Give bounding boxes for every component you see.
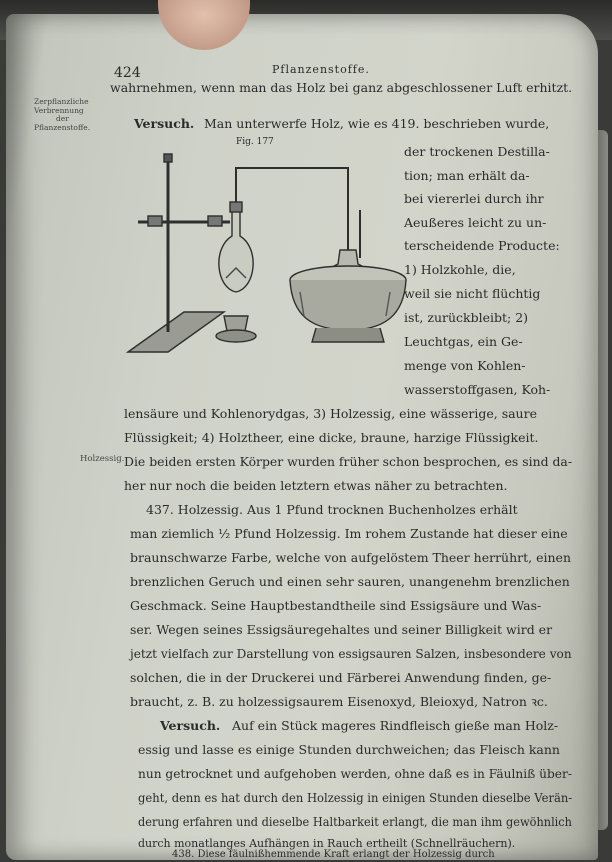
text-line: braunschwarze Farbe, welche von aufgelöstem Theer herrührt, einen <box>130 550 571 565</box>
text-line: ist, zurückbleibt; 2) <box>404 310 529 325</box>
text-line: solchen, die in der Druckerei und Färberei Anwendung finden, ge- <box>130 670 552 685</box>
margin-note-line: Verbrennung <box>34 105 84 115</box>
text-line: Man unterwerfe Holz, wie es 419. beschrieben wurde, <box>204 116 550 131</box>
text-line: braucht, z. B. zu holzessigsaurem Eisenoxyd, Bleioxyd, Natron ꝛc. <box>130 694 548 709</box>
text-line: Auf ein Stück mageres Rindfleisch gieße man Holz- <box>232 718 559 733</box>
margin-note-holzessig: Holzessig. <box>80 454 125 464</box>
text-line: ser. Wegen seines Essigsäuregehaltes und seiner Billigkeit wird er <box>130 622 553 637</box>
text-line: essig und lasse es einige Stunden durchweichen; das Fleisch kann <box>138 742 560 757</box>
text-line: wasserstoffgasen, Koh- <box>404 382 551 397</box>
text-line: jetzt vielfach zur Darstellung von essigsauren Salzen, insbesondere von <box>130 646 572 661</box>
margin-note-line: der <box>56 114 69 124</box>
margin-note-line: Zerpflanzliche <box>34 97 89 106</box>
text-line: der trockenen Destilla- <box>404 144 550 159</box>
text-line: her nur noch die beiden letztern etwas näher zu betrachten. <box>124 478 508 493</box>
text-line: wahrnehmen, wenn man das Holz bei ganz abgeschlossener Luft erhitzt. <box>110 80 573 95</box>
text-line: Geschmack. Seine Hauptbestandtheile sind Essigsäure und Was- <box>130 598 542 613</box>
apparatus-drawing <box>128 154 406 352</box>
text-line: Aeußeres leicht zu un- <box>404 215 547 230</box>
text-line: bei viererlei durch ihr <box>404 191 544 206</box>
page-number: 424 <box>114 65 141 81</box>
figure-caption: Fig. 177 <box>236 137 274 147</box>
section-438-line: 438. Diese fäulnißhemmende Kraft erlangt der Holzessig durch <box>172 849 495 860</box>
margin-note <box>34 98 90 133</box>
text-line: menge von Kohlen- <box>404 358 526 373</box>
text-line: Flüssigkeit; 4) Holztheer, eine dicke, braune, harzige Flüssigkeit. <box>124 430 539 445</box>
running-title: Pflanzenstoffe. <box>272 63 370 76</box>
text-line: derung erfahren und dieselbe Haltbarkeit erlangt, die man ihm gewöhnlich <box>138 814 572 829</box>
text-line: terscheidende Producte: <box>404 238 560 253</box>
text-line: durch monatlanges Aufhängen in Rauch ertheilt (Schnellräuchern). <box>138 837 516 850</box>
text-line: weil sie nicht flüchtig <box>404 286 541 301</box>
text-line: nun getrocknet und aufgehoben werden, ohne daß es in Fäulniß über- <box>138 766 572 781</box>
text-line: 1) Holzkohle, die, <box>404 262 516 277</box>
text-line: lensäure und Kohlenorydgas, 3) Holzessig, eine wässerige, saure <box>124 406 537 421</box>
text-line: geht, denn es hat durch den Holzessig in einigen Stunden dieselbe Verän- <box>138 790 573 805</box>
margin-note-line: Pflanzenstoffe. <box>34 122 91 132</box>
section-437-line: 437. Holzessig. Aus 1 Pfund trocknen Buchenholzes erhält <box>146 502 518 517</box>
text-line: Die beiden ersten Körper wurden früher schon besprochen, es sind da- <box>124 454 573 469</box>
versuch-heading: Versuch. <box>160 718 221 733</box>
text-line: brenzlichen Geruch und einen sehr sauren, unangenehm brenzlichen <box>130 574 570 589</box>
text-line: man ziemlich ½ Pfund Holzessig. Im rohem Zustande hat dieser eine <box>130 526 568 541</box>
text-line: Leuchtgas, ein Ge- <box>404 334 523 349</box>
distillation-apparatus-illustration <box>120 137 420 360</box>
versuch-heading: Versuch. <box>134 116 195 131</box>
text-line: tion; man erhält da- <box>404 168 530 183</box>
